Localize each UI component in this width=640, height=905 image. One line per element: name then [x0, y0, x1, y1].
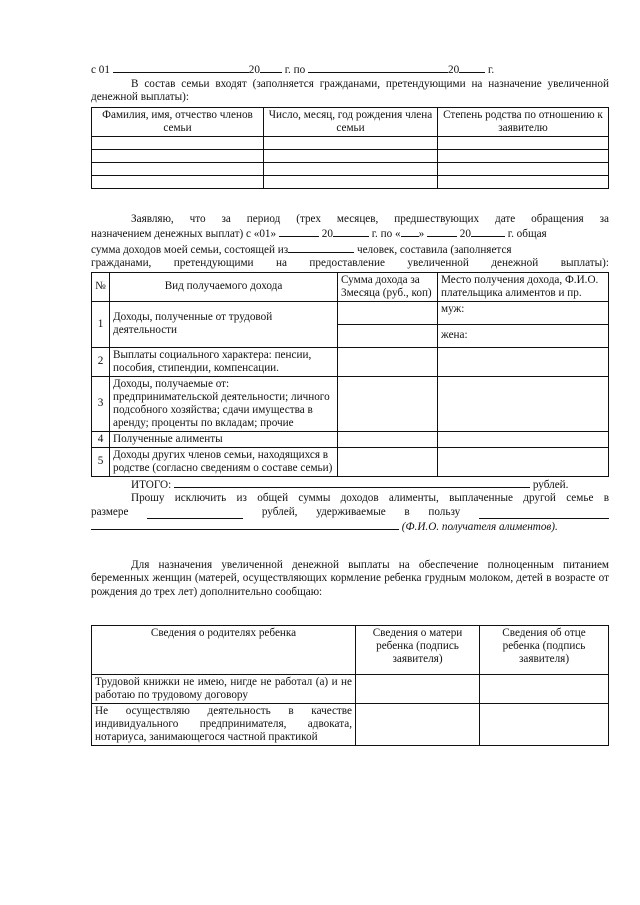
income-place-wife[interactable]: жена:	[438, 324, 609, 347]
income-header-sum: Сумма дохода за 3месяца (руб., коп)	[338, 272, 438, 301]
family-cell[interactable]	[92, 162, 264, 175]
table-row	[92, 149, 609, 162]
family-cell[interactable]	[264, 149, 438, 162]
income-place-cell[interactable]	[438, 347, 609, 376]
table-row	[92, 175, 609, 188]
family-cell[interactable]	[438, 162, 609, 175]
family-cell[interactable]	[438, 136, 609, 149]
declaration-start-day-field[interactable]	[279, 226, 319, 237]
table-row	[92, 162, 609, 175]
mother-signature-cell[interactable]	[356, 704, 480, 746]
application-form-page	[91, 62, 609, 746]
parents-header-mother: Сведения о матери ребенка (подпись заявителя)	[356, 626, 480, 675]
period-end-year-field[interactable]	[459, 62, 485, 73]
declaration-block	[91, 213, 609, 271]
family-table-header	[92, 107, 609, 136]
alimony-line3	[91, 519, 609, 535]
total-suffix: рублей.	[532, 478, 569, 491]
table-row	[92, 301, 609, 324]
parents-table-header	[92, 626, 609, 675]
alimony-text: в	[404, 505, 410, 518]
income-sum-cell[interactable]	[338, 447, 438, 476]
family-cell[interactable]	[264, 175, 438, 188]
parents-row-text: Не осуществляю деятельность в качестве индивидуального предпринимателя, адвоката, нотариуса, занимающегося частной практикой	[92, 704, 356, 746]
income-row-num: 1	[92, 301, 110, 347]
alimony-line1: Прошу исключить из общей суммы доходов алименты, выплаченные другой семье в	[131, 492, 609, 504]
alimony-recipient-caption: (Ф.И.О. получателя алиментов).	[401, 521, 558, 533]
period-end-date-field[interactable]	[308, 62, 448, 73]
alimony-recipient-name-field[interactable]	[91, 519, 399, 530]
alimony-amount-field[interactable]	[147, 508, 243, 519]
declaration-line2	[91, 226, 609, 242]
income-sum-cell[interactable]	[338, 431, 438, 447]
income-row-type: Полученные алименты	[110, 431, 338, 447]
family-cell[interactable]	[92, 136, 264, 149]
alimony-text: пользу	[428, 505, 461, 518]
alimony-line2	[91, 506, 609, 520]
period-mid-label: г. по	[284, 64, 306, 76]
declaration-text: человек, составила (заполняется	[356, 243, 512, 256]
income-place-husband[interactable]: муж:	[438, 301, 609, 324]
income-place-cell[interactable]	[438, 431, 609, 447]
income-sum-cell-wife[interactable]	[338, 324, 438, 347]
period-line	[91, 62, 609, 78]
period-start-date-field[interactable]	[113, 62, 249, 73]
alimony-text: удерживаемые	[316, 505, 386, 518]
extra-info-paragraph: Для назначения увеличенной денежной выплаты на обеспечение полноценным питанием беременных женщин (матерей, осуществляющих кормление ребенка грудным молоком, детей в возрасте от рождения до трех лет) дополнительно сообщаю:	[91, 558, 609, 598]
table-row	[92, 136, 609, 149]
period-suffix: г.	[488, 64, 495, 76]
declaration-text: сумма доходов моей семьи, состоящей из	[91, 243, 289, 256]
parents-table	[91, 625, 609, 746]
family-cell[interactable]	[264, 136, 438, 149]
table-row	[92, 704, 609, 746]
family-header-name: Фамилия, имя, отчество членов семьи	[92, 107, 264, 136]
father-signature-cell[interactable]	[480, 675, 609, 704]
total-line	[91, 477, 609, 493]
parents-header-info: Сведения о родителях ребенка	[92, 626, 356, 675]
family-header-relation: Степень родства по отношению к заявителю	[438, 107, 609, 136]
income-sum-cell[interactable]	[338, 347, 438, 376]
family-intro-text: В состав семьи входят (заполняется гражданами, претендующими на назначение увеличенной денежной выплаты):	[91, 77, 609, 103]
declaration-line3	[91, 242, 609, 258]
period-year2-label: 20	[448, 64, 460, 76]
declaration-end-year-field[interactable]	[471, 226, 505, 237]
family-cell[interactable]	[92, 149, 264, 162]
income-table	[91, 272, 609, 477]
declaration-start-year-field[interactable]	[333, 226, 369, 237]
declaration-text: 20	[459, 228, 471, 240]
income-row-num: 2	[92, 347, 110, 376]
declaration-text: 20	[321, 228, 333, 240]
parents-row-text: Трудовой книжки не имею, нигде не работал (а) и не работаю по трудовому договору	[92, 675, 356, 704]
family-cell[interactable]	[438, 175, 609, 188]
income-row-num: 5	[92, 447, 110, 476]
declaration-line1: Заявляю, что за период (трех месяцев, предшествующих дате обращения за	[131, 212, 609, 225]
income-row-type: Доходы других членов семьи, находящихся в родстве (согласно сведениям о составе семьи)	[110, 447, 338, 476]
income-row-type: Доходы, полученные от трудовой деятельности	[110, 301, 338, 347]
father-signature-cell[interactable]	[480, 704, 609, 746]
declaration-text: г. по «	[371, 228, 401, 240]
income-row-type: Доходы, получаемые от: предпринимательской деятельности; личного подсобного хозяйства; сдачи имущества в аренду; проценты по вкладам; прочие	[110, 376, 338, 431]
income-row-num: 3	[92, 376, 110, 431]
period-prefix: с 01	[91, 64, 110, 76]
declaration-text: г. общая	[507, 228, 547, 240]
table-row	[92, 347, 609, 376]
family-cell[interactable]	[264, 162, 438, 175]
table-row	[92, 376, 609, 431]
income-row-type: Выплаты социального характера: пенсии, пособия, стипендии, компенсации.	[110, 347, 338, 376]
period-start-year-field[interactable]	[260, 62, 282, 73]
alimony-text: рублей,	[261, 505, 298, 518]
table-row	[92, 675, 609, 704]
mother-signature-cell[interactable]	[356, 675, 480, 704]
parents-header-father: Сведения об отце ребенка (подпись заявителя)	[480, 626, 609, 675]
income-row-num: 4	[92, 431, 110, 447]
income-place-cell[interactable]	[438, 376, 609, 431]
declaration-text: назначением денежных выплат) с «01»	[91, 228, 277, 240]
alimony-recipient-field[interactable]	[479, 508, 609, 519]
income-sum-cell-husband[interactable]	[338, 301, 438, 324]
declaration-end-month-field[interactable]	[427, 226, 457, 237]
family-cell[interactable]	[92, 175, 264, 188]
income-header-place: Место получения дохода, Ф.И.О. плательщика алиментов и пр.	[438, 272, 609, 301]
declaration-text: »	[418, 228, 425, 240]
total-field[interactable]	[174, 477, 530, 488]
period-year1-label: 20	[248, 64, 260, 76]
income-sum-cell[interactable]	[338, 376, 438, 431]
declaration-end-day-field[interactable]	[401, 226, 419, 237]
total-label: ИТОГО:	[131, 478, 172, 491]
family-size-field[interactable]	[288, 242, 354, 253]
family-cell[interactable]	[438, 149, 609, 162]
alimony-text: размере	[91, 505, 129, 518]
table-row	[92, 447, 609, 476]
income-header-type: Вид получаемого дохода	[110, 272, 338, 301]
income-header-num: №	[92, 272, 110, 301]
declaration-line4: гражданами, претендующими на предоставление увеличенной денежной выплаты):	[91, 257, 609, 269]
table-row	[92, 431, 609, 447]
income-place-cell[interactable]	[438, 447, 609, 476]
family-header-birthdate: Число, месяц, год рождения члена семьи	[264, 107, 438, 136]
family-table	[91, 107, 609, 189]
income-table-header	[92, 272, 609, 301]
